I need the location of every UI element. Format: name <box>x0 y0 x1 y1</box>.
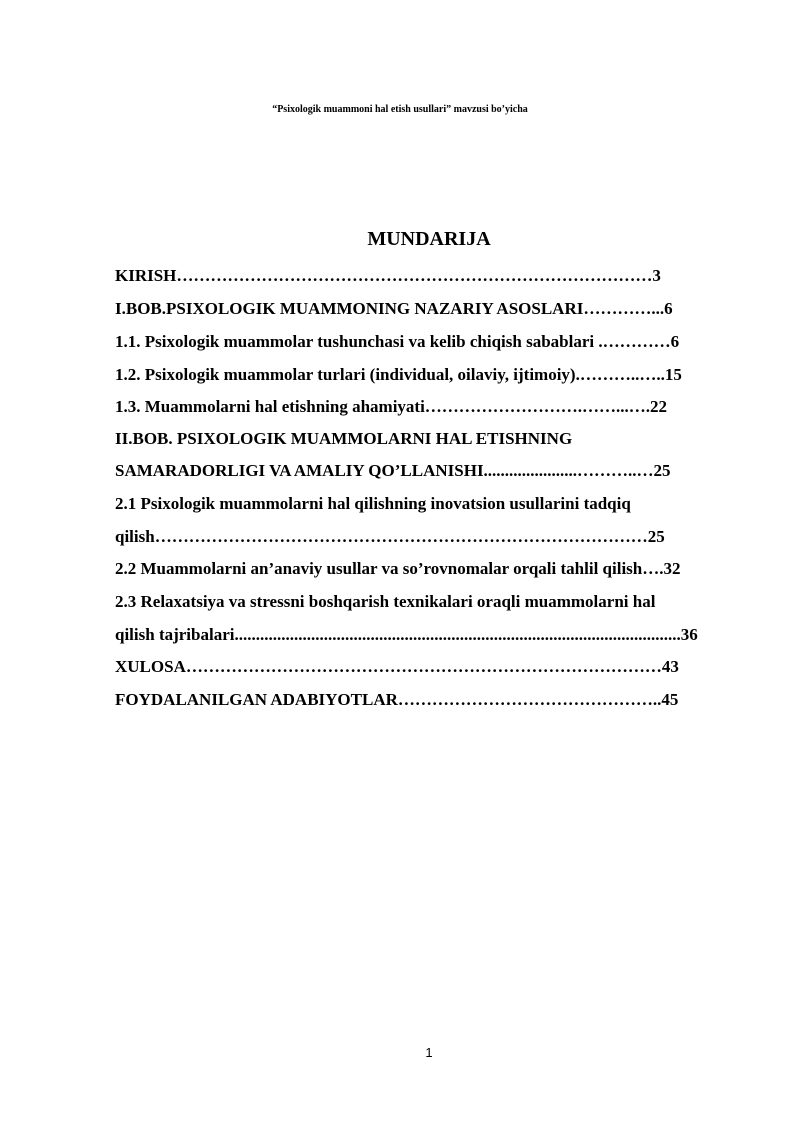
toc-entry-1-1: 1.1. Psixologik muammolar tushunchasi va kelib chiqish sabablari .…………6 <box>115 332 680 351</box>
document-subtitle: “Psixologik muammoni hal etish usullari” mavzusi bo’yicha <box>272 104 528 115</box>
toc-entry-1-3: 1.3. Muammolarni hal etishning ahamiyati……………………….……...….22 <box>115 397 668 416</box>
toc-entry-2-3-cont: qilish tajribalari.........................................................................................................36 <box>115 625 698 644</box>
toc-entry-kirish: KIRISH…………………………………………………………………………3 <box>115 266 661 285</box>
toc-entry-2-2: 2.2 Muammolarni an’anaviy usullar va so’rovnomalar orqali tahlil qilish….32 <box>115 559 681 578</box>
toc-entry-chapter-2: II.BOB. PSIXOLOGIK MUAMMOLARNI HAL ETISHNING <box>115 429 573 448</box>
toc-entry-1-2: 1.2. Psixologik muammolar turlari (individual, oilaviy, ijtimoiy).………..…..15 <box>115 365 682 384</box>
toc-entry-2-3: 2.3 Relaxatsiya va stressni boshqarish texnikalari oraqli muammolarni hal <box>115 592 656 611</box>
toc-entry-chapter-2-cont: SAMARADORLIGI VA AMALIY QO’LLANISHI......................………..…25 <box>115 461 671 480</box>
toc-entry-chapter-1: I.BOB.PSIXOLOGIK MUAMMONING NAZARIY ASOSLARI…………...6 <box>115 299 673 318</box>
toc-entry-xulosa: XULOSA…………………………………………………………………………43 <box>115 657 679 676</box>
page-number: 1 <box>425 1045 433 1060</box>
toc-entry-adabiyotlar: FOYDALANILGAN ADABIYOTLAR………………………………………..45 <box>115 690 679 709</box>
toc-entry-2-1-cont: qilish……………………………………………………………………………25 <box>115 527 665 546</box>
toc-entry-2-1: 2.1 Psixologik muammolarni hal qilishning inovatsion usullarini tadqiq <box>115 494 631 513</box>
toc-heading: MUNDARIJA <box>367 228 491 250</box>
